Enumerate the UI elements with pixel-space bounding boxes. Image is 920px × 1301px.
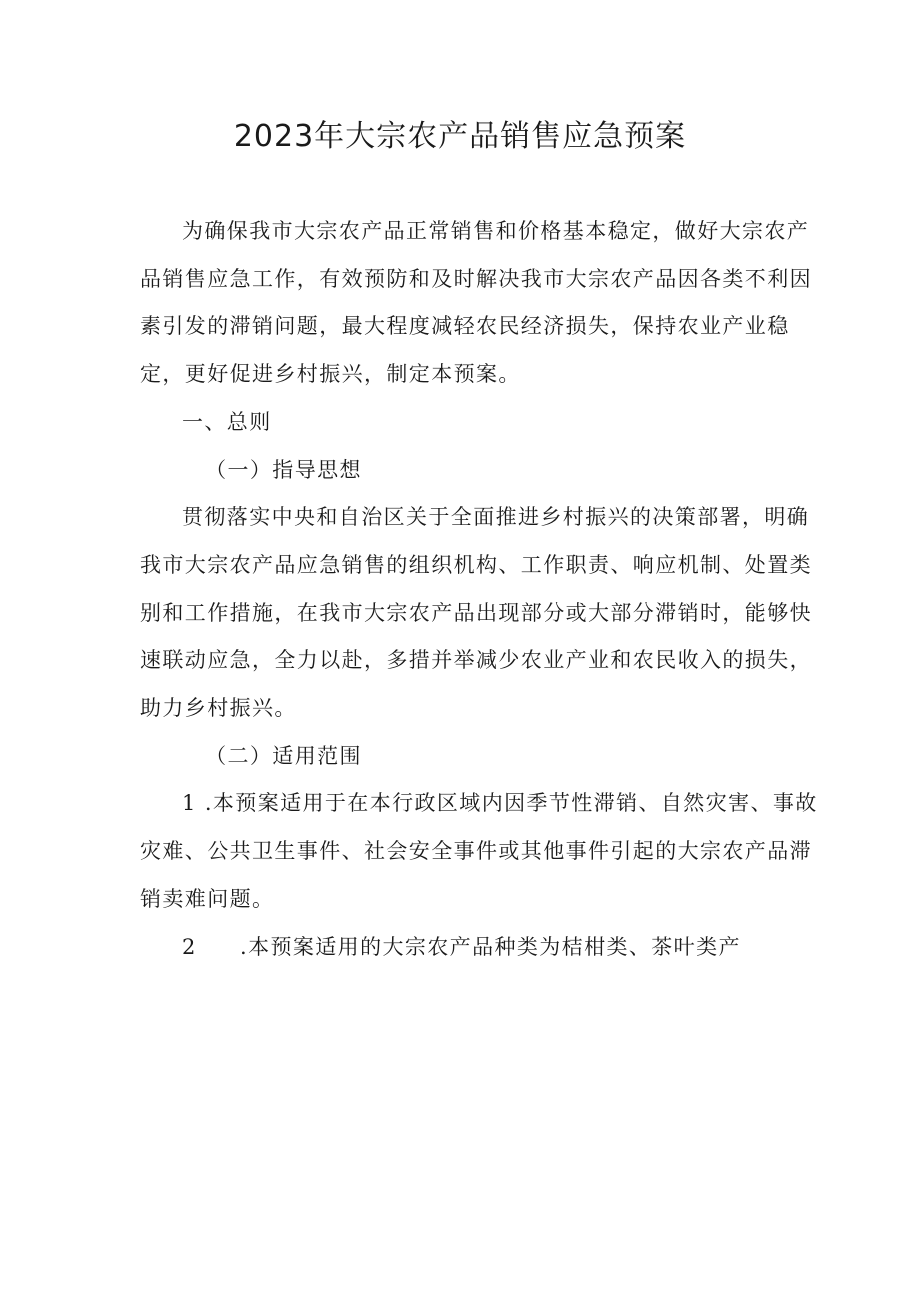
scope-item-1: 1 .本预案适用于在本行政区域内因季节性滞销、自然灾害、事故灾难、公共卫生事件、社会安全事件或其他事件引起的大宗农产品滞销卖难问题。 bbox=[140, 791, 818, 911]
scope-item-2 bbox=[140, 924, 820, 972]
scope-item-2-number: 2 bbox=[182, 934, 197, 959]
document-title: 2023年大宗农产品销售应急预案 bbox=[233, 119, 687, 154]
section-heading-general: 一、总则 bbox=[182, 409, 272, 434]
intro-paragraph: 为确保我市大宗农产品正常销售和价格基本稳定，做好大宗农产品销售应急工作，有效预防和及时解决我市大宗农产品因各类不利因素引发的滞销问题，最大程度减轻农民经济损失，保持农业产业稳定，更好促进乡村振兴，制定本预案。 bbox=[140, 219, 812, 387]
subsection-heading-guiding-ideology: （一）指导思想 bbox=[205, 457, 362, 482]
guiding-ideology-paragraph: 贯彻落实中央和自治区关于全面推进乡村振兴的决策部署，明确我市大宗农产品应急销售的组织机构、工作职责、响应机制、处置类别和工作措施，在我市大宗农产品出现部分或大部分滞销时，能够快速联动应急，全力以赴，多措并举减少农业产业和农民收入的损失，助力乡村振兴。 bbox=[140, 505, 812, 721]
scope-item-2-text: .本预案适用的大宗农产品种类为桔柑类、茶叶类产 bbox=[240, 934, 741, 959]
subsection-heading-scope: （二）适用范围 bbox=[205, 743, 362, 768]
document-body bbox=[140, 208, 820, 971]
